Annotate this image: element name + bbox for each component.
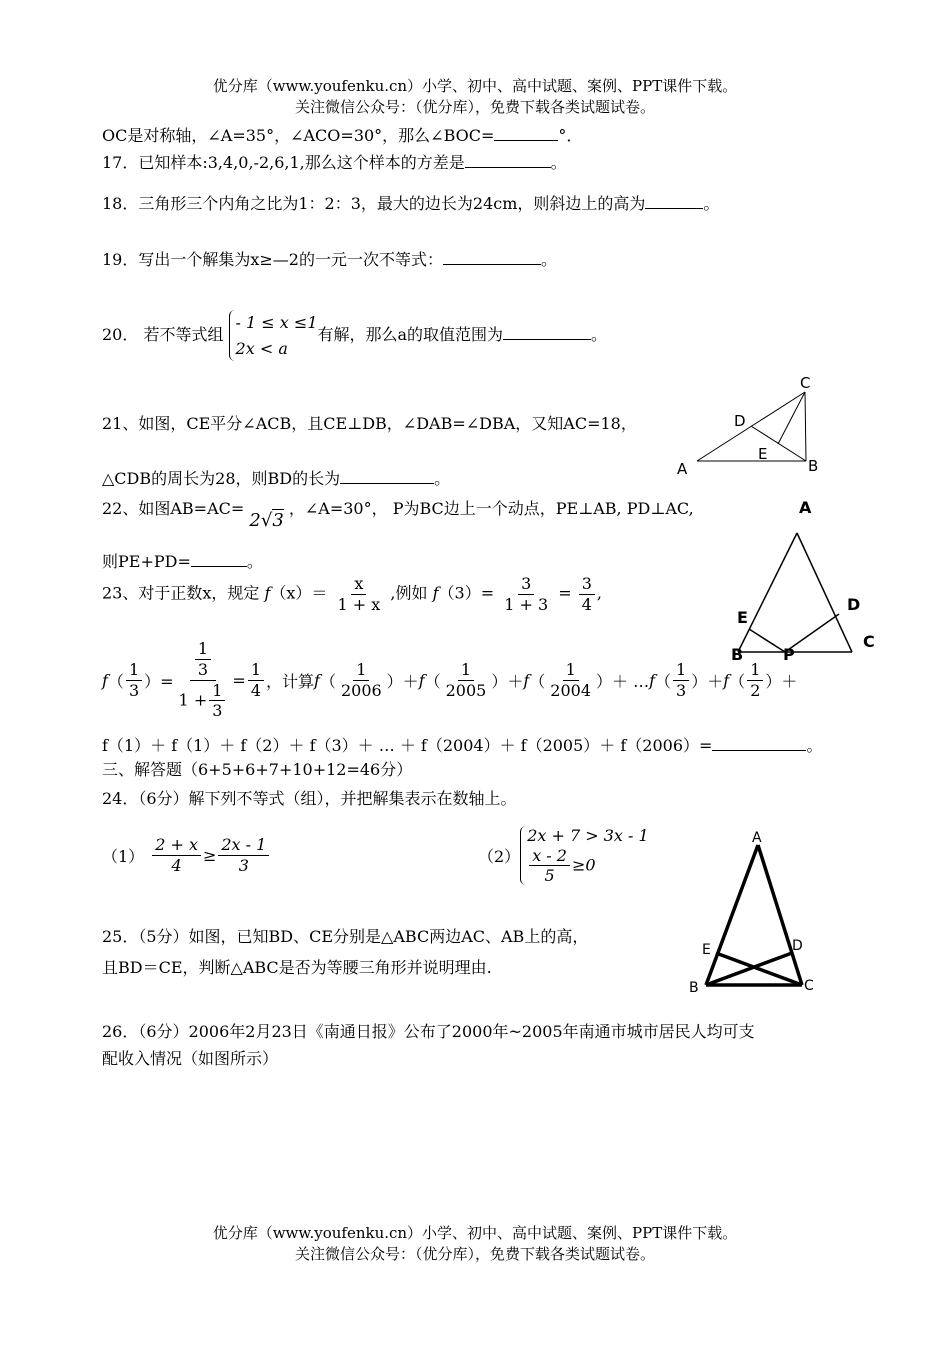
q22-label-c: C [863,632,875,651]
q24-p2-line1: 2x + 7 > 3x - 1 [527,826,649,845]
q17 [102,150,567,173]
q22-label-a: A [799,498,812,517]
q24-p1-left-num: 2 + x [152,836,201,856]
q17-text: 17．已知样本:3,4,0,-2,6,1,那么这个样本的方差是 [102,153,465,172]
q23-l2-f2005-num: 1 [458,661,474,681]
q24-p1-label: （1） [102,846,145,866]
q23-l2-it-num: 1 [195,640,211,660]
q26-line2: 配收入情况（如图所示） [102,1049,279,1068]
q23-l2-res-den: 4 [250,680,261,700]
q24-p2-num: x - 2 [529,847,570,867]
q23-l2-ib-num: 1 [209,682,225,702]
q23-l2-open4: （ [529,671,546,691]
q22-line2 [102,549,263,572]
q22-line1 [102,496,694,531]
q22-mid: ，∠A=30°， P为BC边上一个动点，PE⊥AB, PD⊥AC, [288,499,694,518]
q23-l2-big-num [190,640,216,680]
q26-line1: 26．（6分）2006年2月23日《南通日报》公布了2000年~2005年南通市城市居民人均可支 [102,1022,755,1041]
q23-l2-big-den [176,681,231,720]
q20-text: 有解，那么a的取值范围为 [317,325,504,345]
q23-l2-f2006-den: 2006 [340,680,382,700]
q23-l2-arg-frac [126,661,142,699]
q21-line2 [102,466,450,489]
q24-p1-left [152,836,201,874]
q23-l2-f2006-num: 1 [353,661,369,681]
q23-l2-inner-bot [209,682,225,720]
q25-seg-bd [706,953,792,985]
q21-label-e: E [758,445,768,463]
q23-l2-arg-num: 1 [126,661,142,681]
q23-l2-big-frac [176,640,231,719]
q20-sys-line2: 2x < a [235,338,288,358]
q24-p2-frac [529,847,570,885]
q23-l2-f2: f [314,670,320,690]
q23-l2-f2005-den: 2005 [445,680,487,700]
q23-l2-f1: f [102,670,108,690]
q23-l2-ib-den: 3 [212,701,223,721]
q23-l2-res-num: 1 [248,661,264,681]
q23-line2 [102,632,797,728]
q20-blank [503,339,591,340]
q23-eq: = [558,583,572,603]
q22-radicand: 3 [272,510,284,531]
q23-line3-text: f（1）＋ f（1）＋ f（2）＋ f（3）＋ … ＋ f（2004）＋ f（2005）＋ f（2006）= [102,736,713,755]
q20 [102,310,607,361]
q25-label-a: A [752,830,762,846]
q23-l2-plus2: ）＋ [491,671,524,691]
q20-lead: 20． 若不等式组 [102,325,224,345]
q23-l2-onep: 1 + [178,690,208,710]
q23-def-num: x [351,575,366,595]
q19-tail: 。 [540,250,557,269]
footer-line-1: 优分库（www.youfenku.cn）小学、初中、高中试题、案例、PPT课件下载。 [212,1224,738,1242]
q23-res-num: 3 [579,575,595,595]
q24-p2-system [520,826,649,885]
q23-lead: 23、对于正数x，规定 [102,583,260,603]
q22-tail: 。 [246,552,263,571]
q23-res-frac [579,575,595,613]
q24-p1-right-den: 3 [238,855,249,875]
q23-l2-plus1: ）＋ [386,671,419,691]
q20-system [229,310,318,361]
q21-label-a: A [677,460,688,478]
q23-l2-f6: f [723,670,730,690]
q23-def-den: 1 + x [337,594,381,614]
q23-l2-f2004-num: 1 [563,661,579,681]
q19-blank [443,264,541,265]
q23-l2-f13-den: 3 [676,680,687,700]
q23-l2-open3: （ [424,671,441,691]
q23-l2-f5: f [649,670,656,690]
q19 [102,247,557,270]
q25-line2: 且BD＝CE，判断△ABC是否为等腰三角形并说明理由. [102,958,492,977]
q23-l2-plus3: ）＋ [691,671,724,691]
q25-label-b: B [689,980,699,996]
footer-line-2: 关注微信公众号：（优分库），免费下载各类试题试卷。 [294,1245,655,1263]
q23-l2-f12 [747,661,763,699]
q23-l2-f2006 [338,661,385,699]
q23-l2-plus4: ）＋ [765,671,798,691]
q23-blank [712,750,806,751]
q22-label-d: D [847,595,861,614]
q22-line2-text: 则PE+PD= [102,552,191,571]
q22-blank [191,566,247,567]
q24-p1-right [218,836,269,874]
q23-res-den: 4 [581,594,592,614]
q23-l2-f4: f [523,670,530,690]
q23-l2-open2: （ [319,671,336,691]
section-3-title: 三、解答题（6+5+6+7+10+12=46分） [102,760,413,779]
q21-blank [340,483,434,484]
q24-p2-den: 5 [544,866,555,886]
q24-p1-right-num: 2x - 1 [218,836,269,856]
q24-p1-left-den: 4 [171,855,182,875]
q23-l2-f13 [673,661,689,699]
q24-p2-label: （2） [478,846,521,866]
q22-coef: 2 [249,510,261,531]
q25-label-d: D [792,938,803,954]
q25-line1: 25．（5分）如图，已知BD、CE分别是△ABC两边AC、AB上的高， [102,927,589,946]
header-line-2: 关注微信公众号：（优分库），免费下载各类试题试卷。 [294,98,655,116]
q22-seg-ac [797,533,852,652]
q23-arg3: （3）= [438,583,495,603]
q20-tail: 。 [591,325,608,345]
q23-l2-f2005 [443,661,490,699]
q23-l2-f12-den: 2 [750,680,761,700]
q25-seg-ce [716,953,802,985]
q23-l2-open5: （ [655,671,672,691]
q23-eg-frac [501,575,551,613]
q23-line3 [102,733,822,756]
q22-label-e: E [737,608,748,627]
q24-part2 [478,826,649,885]
q21-figure [670,368,830,480]
header-line-1: 优分库（www.youfenku.cn）小学、初中、高中试题、案例、PPT课件下载。 [212,77,738,95]
q22-label-p: P [783,645,795,664]
q24-p1-ge: ≥ [202,845,217,865]
q19-text: 19．写出一个解集为x≥—2的一元一次不等式： [102,250,443,269]
q24-p2-tail: ≥0 [571,855,596,875]
q18-text: 18．三角形三个内角之比为1：2：3，最大的边长为24cm，则斜边上的高为 [102,194,646,213]
q23-tail3: 。 [806,736,823,755]
q21-seg-cb [805,392,806,461]
q23-l2-it-den: 3 [197,659,209,679]
q23-l2-inner-top [195,640,211,678]
q23-eg-den: 1 + 3 [504,594,549,614]
q23-l2-dots: ）＋ … [596,671,650,691]
q23-line1 [102,575,602,613]
q18-blank [645,208,703,209]
q23-l2-close: ）= [144,671,174,691]
q23-f2: f [432,583,439,603]
q21-label-c: C [800,374,811,392]
q23-f: f [264,583,271,603]
q23-l2-open1: （ [107,671,124,691]
q21-line2-text: △CDB的周长为28，则BD的长为 [102,469,341,488]
q24-part1 [102,836,271,874]
q23-l2-calc: ，计算 [266,671,315,691]
q17-blank [465,167,551,168]
q16-tail: °． [558,126,583,145]
q23-eg-num: 3 [518,575,534,595]
q25-label-e: E [702,942,711,958]
q22-lead: 22、如图AB=AC= [102,499,245,518]
q16-text: OC是对称轴，∠A=35°，∠ACO=30°，那么∠BOC= [102,126,495,145]
q23-xarg: （x）＝ [270,583,328,603]
q18-tail: 。 [703,194,720,213]
q23-l2-f3: f [418,670,425,690]
q16 [102,123,582,146]
q24-title: 24．（6分）解下列不等式（组），并把解集表示在数轴上。 [102,789,517,808]
q23-l2-f2004 [547,661,594,699]
q22-label-b: B [731,645,744,664]
q16-blank [494,140,558,141]
q18 [102,191,719,214]
q25-label-c: C [804,978,814,994]
q23-l2-arg-den: 3 [128,680,140,700]
q23-eg: ,例如 [390,583,428,603]
q21-label-b: B [808,457,819,475]
q23-l2-f13-num: 1 [673,661,689,681]
q17-tail: 。 [550,153,567,172]
q23-l2-res [248,661,264,699]
q25-figure [685,822,825,1000]
q23-l2-f2004-den: 2004 [550,680,592,700]
q23-l2-open6: （ [729,671,746,691]
q23-comma: , [596,583,603,603]
q22-sqrt: 2√3 [249,510,284,531]
q23-l2-f12-num: 1 [747,661,763,681]
q23-def-frac [335,575,384,613]
q24-p2-line2 [527,847,649,885]
q23-l2-eq: = [232,670,246,690]
q21-seg-ce [778,392,805,444]
q21-label-d: D [734,412,746,430]
q20-sys-line1: - 1 ≤ x ≤1 [235,313,318,332]
q21-tail: 。 [434,469,451,488]
q21-line1: 21、如图，CE平分∠ACB，且CE⊥DB，∠DAB=∠DBA，又知AC=18， [102,414,637,433]
